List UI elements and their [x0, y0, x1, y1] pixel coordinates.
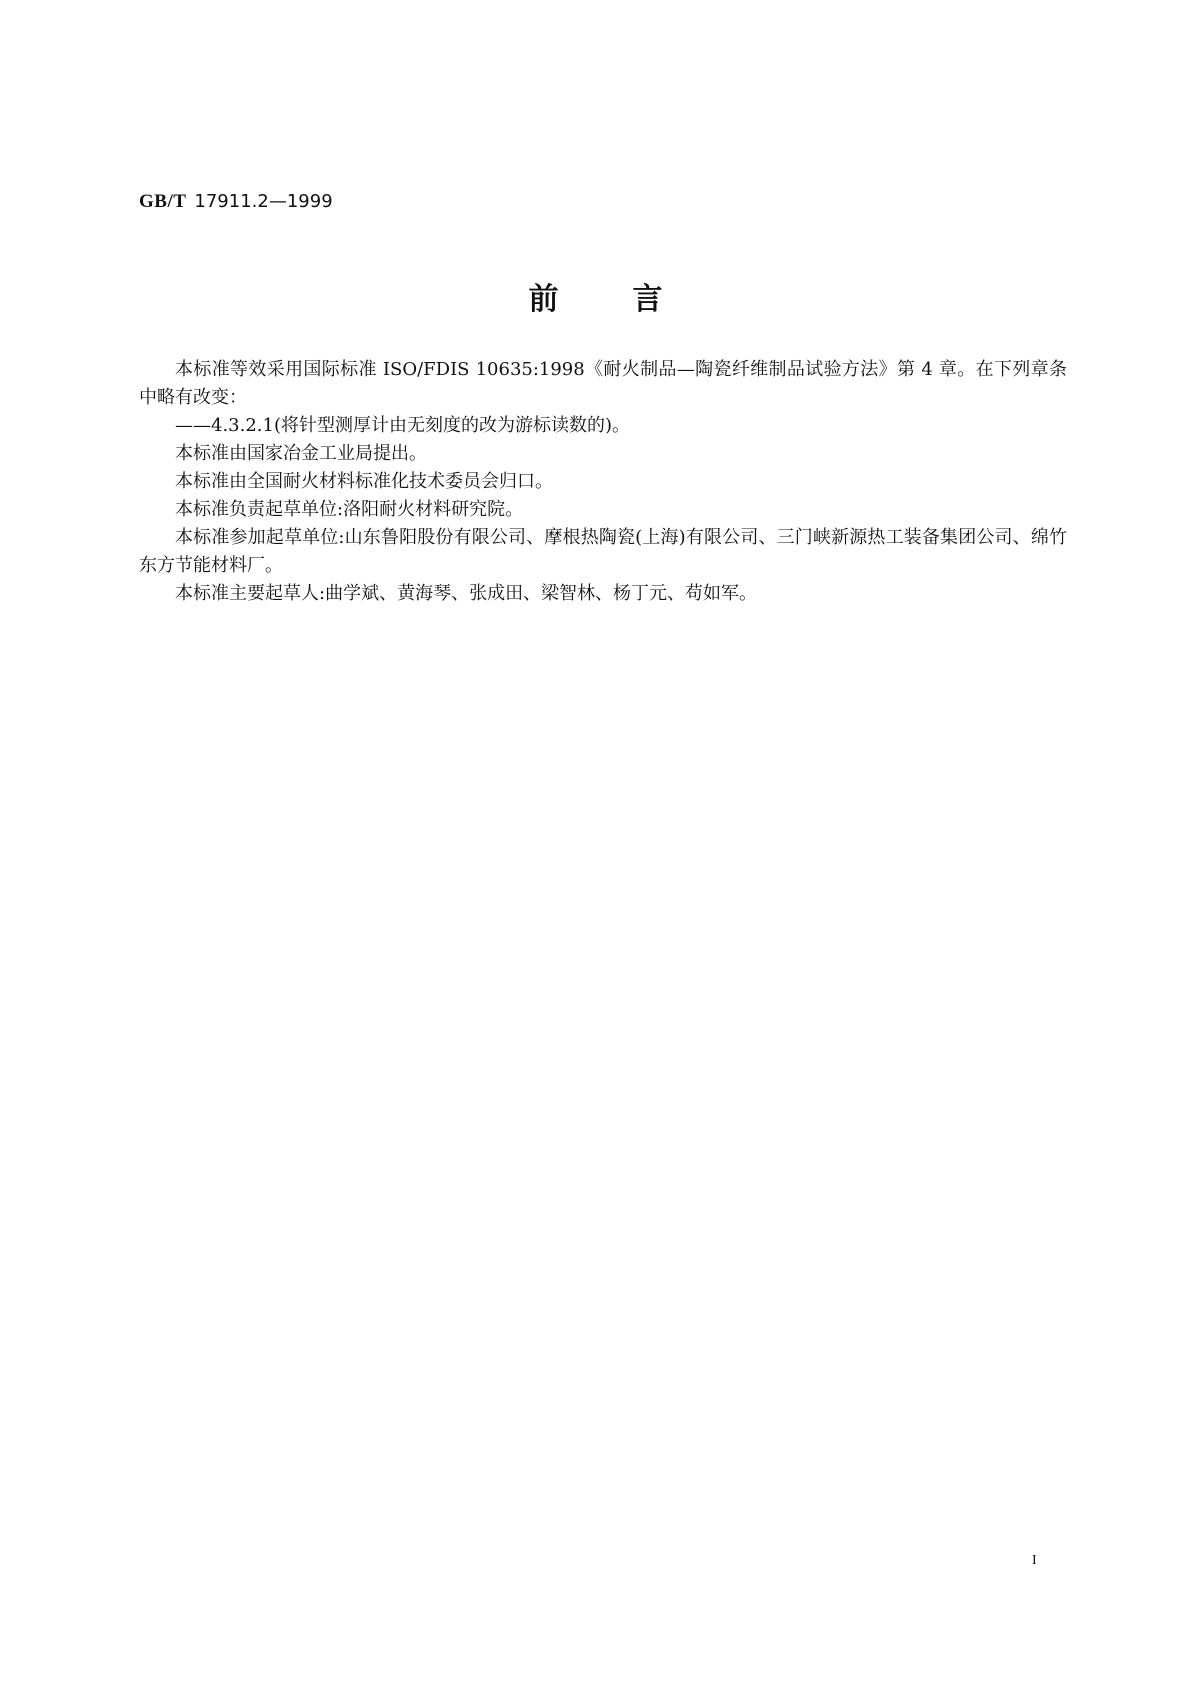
- standard-code-header: [139, 189, 333, 214]
- paragraph-proposer: 本标准由国家冶金工业局提出。: [175, 443, 427, 464]
- foreword-body: [139, 356, 1067, 608]
- paragraph-adoption: 本标准等效采用国际标准 ISO/FDIS 10635:1998《耐火制品—陶瓷纤维制品试验方法》第 4 章。在下列章条中略有改变：: [139, 359, 1067, 408]
- standard-number: 17911.2—1999: [194, 191, 333, 212]
- standard-prefix: GB/T: [139, 191, 187, 212]
- foreword-title: 前言: [528, 282, 737, 317]
- paragraph-participating-units: 本标准参加起草单位:山东鲁阳股份有限公司、摩根热陶瓷(上海)有限公司、三门峡新源热工装备集团公司、绵竹东方节能材料厂。: [139, 527, 1067, 576]
- paragraph-change-item: ——4.3.2.1(将针型测厚计由无刻度的改为游标读数的)。: [175, 415, 631, 436]
- paragraph-committee: 本标准由全国耐火材料标准化技术委员会归口。: [175, 471, 553, 492]
- paragraph-drafters: 本标准主要起草人:曲学斌、黄海琴、张成田、梁智林、杨丁元、苟如军。: [175, 583, 758, 604]
- paragraph-responsible-unit: 本标准负责起草单位:洛阳耐火材料研究院。: [175, 499, 524, 520]
- page-number: I: [1032, 1553, 1037, 1568]
